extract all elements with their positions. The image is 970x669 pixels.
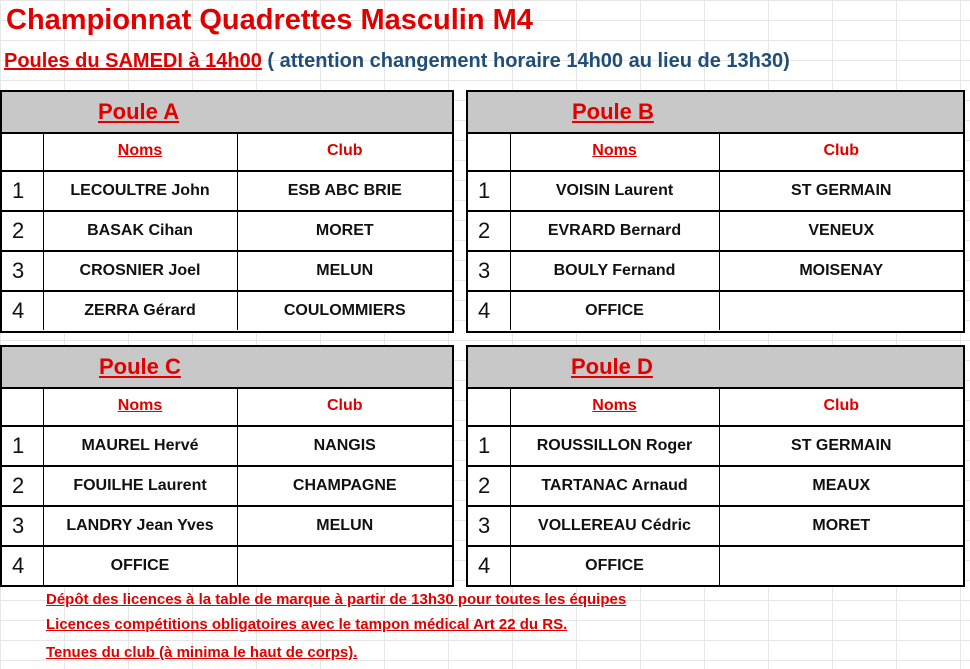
club-header: Club	[719, 132, 963, 171]
club-name: NANGIS	[237, 426, 452, 466]
club-name	[719, 291, 963, 330]
table-row	[2, 291, 452, 330]
table-row	[468, 506, 963, 546]
poule-header	[468, 347, 963, 389]
player-name: VOISIN Laurent	[510, 171, 719, 211]
row-number: 1	[2, 426, 43, 466]
player-name: TARTANAC Arnaud	[510, 466, 719, 506]
club-name: MORET	[719, 506, 963, 546]
poule-grid	[468, 387, 963, 585]
club-name: MELUN	[237, 506, 452, 546]
page-title: Championnat Quadrettes Masculin M4	[6, 4, 533, 36]
subtitle-schedule: Poules du SAMEDI à 14h00	[4, 50, 262, 72]
poule-a-table	[0, 90, 454, 333]
player-name: FOUILHE Laurent	[43, 466, 237, 506]
note-club-outfit: Tenues du club (à minima le haut de corps).	[46, 644, 358, 661]
player-name: MAUREL Hervé	[43, 426, 237, 466]
table-row	[2, 251, 452, 291]
poule-title: Poule D	[571, 354, 653, 379]
player-name: CROSNIER Joel	[43, 251, 237, 291]
club-name: VENEUX	[719, 211, 963, 251]
player-name: EVRARD Bernard	[510, 211, 719, 251]
club-header: Club	[719, 387, 963, 426]
page-subtitle	[4, 50, 790, 73]
table-row	[468, 251, 963, 291]
club-name: ESB ABC BRIE	[237, 171, 452, 211]
table-row	[468, 546, 963, 585]
table-row	[2, 211, 452, 251]
header-row	[2, 387, 452, 426]
row-number: 4	[468, 291, 510, 330]
table-row	[2, 466, 452, 506]
row-number: 2	[468, 466, 510, 506]
table-row	[468, 211, 963, 251]
row-number: 1	[468, 426, 510, 466]
poule-d-table	[466, 345, 965, 587]
player-name: LANDRY Jean Yves	[43, 506, 237, 546]
table-row	[468, 466, 963, 506]
row-number: 1	[2, 171, 43, 211]
note-licences-mandatory: Licences compétitions obligatoires avec le tampon médical Art 22 du RS.	[46, 616, 568, 633]
num-header	[468, 132, 510, 171]
poule-b-table	[466, 90, 965, 333]
club-name: ST GERMAIN	[719, 426, 963, 466]
player-name: BOULY Fernand	[510, 251, 719, 291]
num-header	[2, 132, 43, 171]
poule-header	[468, 92, 963, 134]
noms-header: Noms	[510, 132, 719, 171]
row-number: 1	[468, 171, 510, 211]
club-name: ST GERMAIN	[719, 171, 963, 211]
notes-block	[46, 589, 626, 667]
player-name: BASAK Cihan	[43, 211, 237, 251]
row-number: 2	[2, 211, 43, 251]
subtitle-note: ( attention changement horaire 14h00 au lieu de 13h30)	[261, 50, 790, 72]
noms-header: Noms	[43, 132, 237, 171]
row-number: 4	[2, 291, 43, 330]
club-name: MELUN	[237, 251, 452, 291]
header-row	[2, 132, 452, 171]
table-row	[2, 546, 452, 585]
poule-grid	[2, 387, 452, 585]
noms-header: Noms	[510, 387, 719, 426]
noms-header: Noms	[43, 387, 237, 426]
player-name: ROUSSILLON Roger	[510, 426, 719, 466]
club-header: Club	[237, 387, 452, 426]
poule-header	[2, 92, 452, 134]
row-number: 3	[468, 506, 510, 546]
table-row	[2, 171, 452, 211]
row-number: 3	[2, 251, 43, 291]
row-number: 2	[468, 211, 510, 251]
club-name: CHAMPAGNE	[237, 466, 452, 506]
club-name	[719, 546, 963, 585]
player-name: VOLLEREAU Cédric	[510, 506, 719, 546]
note-licences-deposit: Dépôt des licences à la table de marque à partir de 13h30 pour toutes les équipes	[46, 591, 627, 608]
club-name: COULOMMIERS	[283, 302, 406, 319]
num-header	[468, 387, 510, 426]
row-number: 2	[2, 466, 43, 506]
player-name: LECOULTRE John	[43, 171, 237, 211]
table-row	[468, 291, 963, 330]
club-name	[237, 546, 452, 585]
poule-title: Poule B	[572, 99, 654, 124]
table-row	[2, 506, 452, 546]
club-name: MEAUX	[719, 466, 963, 506]
club-name: MORET	[237, 211, 452, 251]
player-name: OFFICE	[510, 546, 719, 585]
num-header	[2, 387, 43, 426]
table-row	[2, 426, 452, 466]
poule-header	[2, 347, 452, 389]
header-row	[468, 132, 963, 171]
poule-c-table	[0, 345, 454, 587]
poule-grid	[2, 132, 452, 330]
player-name: OFFICE	[510, 291, 719, 330]
header-row	[468, 387, 963, 426]
club-header: Club	[237, 132, 452, 171]
row-number: 3	[2, 506, 43, 546]
poule-grid	[468, 132, 963, 330]
table-row	[468, 426, 963, 466]
poule-title: Poule C	[99, 354, 181, 379]
player-name: OFFICE	[43, 546, 237, 585]
poule-title: Poule A	[98, 99, 180, 124]
table-row	[468, 171, 963, 211]
row-number: 3	[468, 251, 510, 291]
club-name: MOISENAY	[719, 251, 963, 291]
player-name: ZERRA Gérard	[43, 291, 237, 330]
row-number: 4	[468, 546, 510, 585]
row-number: 4	[2, 546, 43, 585]
